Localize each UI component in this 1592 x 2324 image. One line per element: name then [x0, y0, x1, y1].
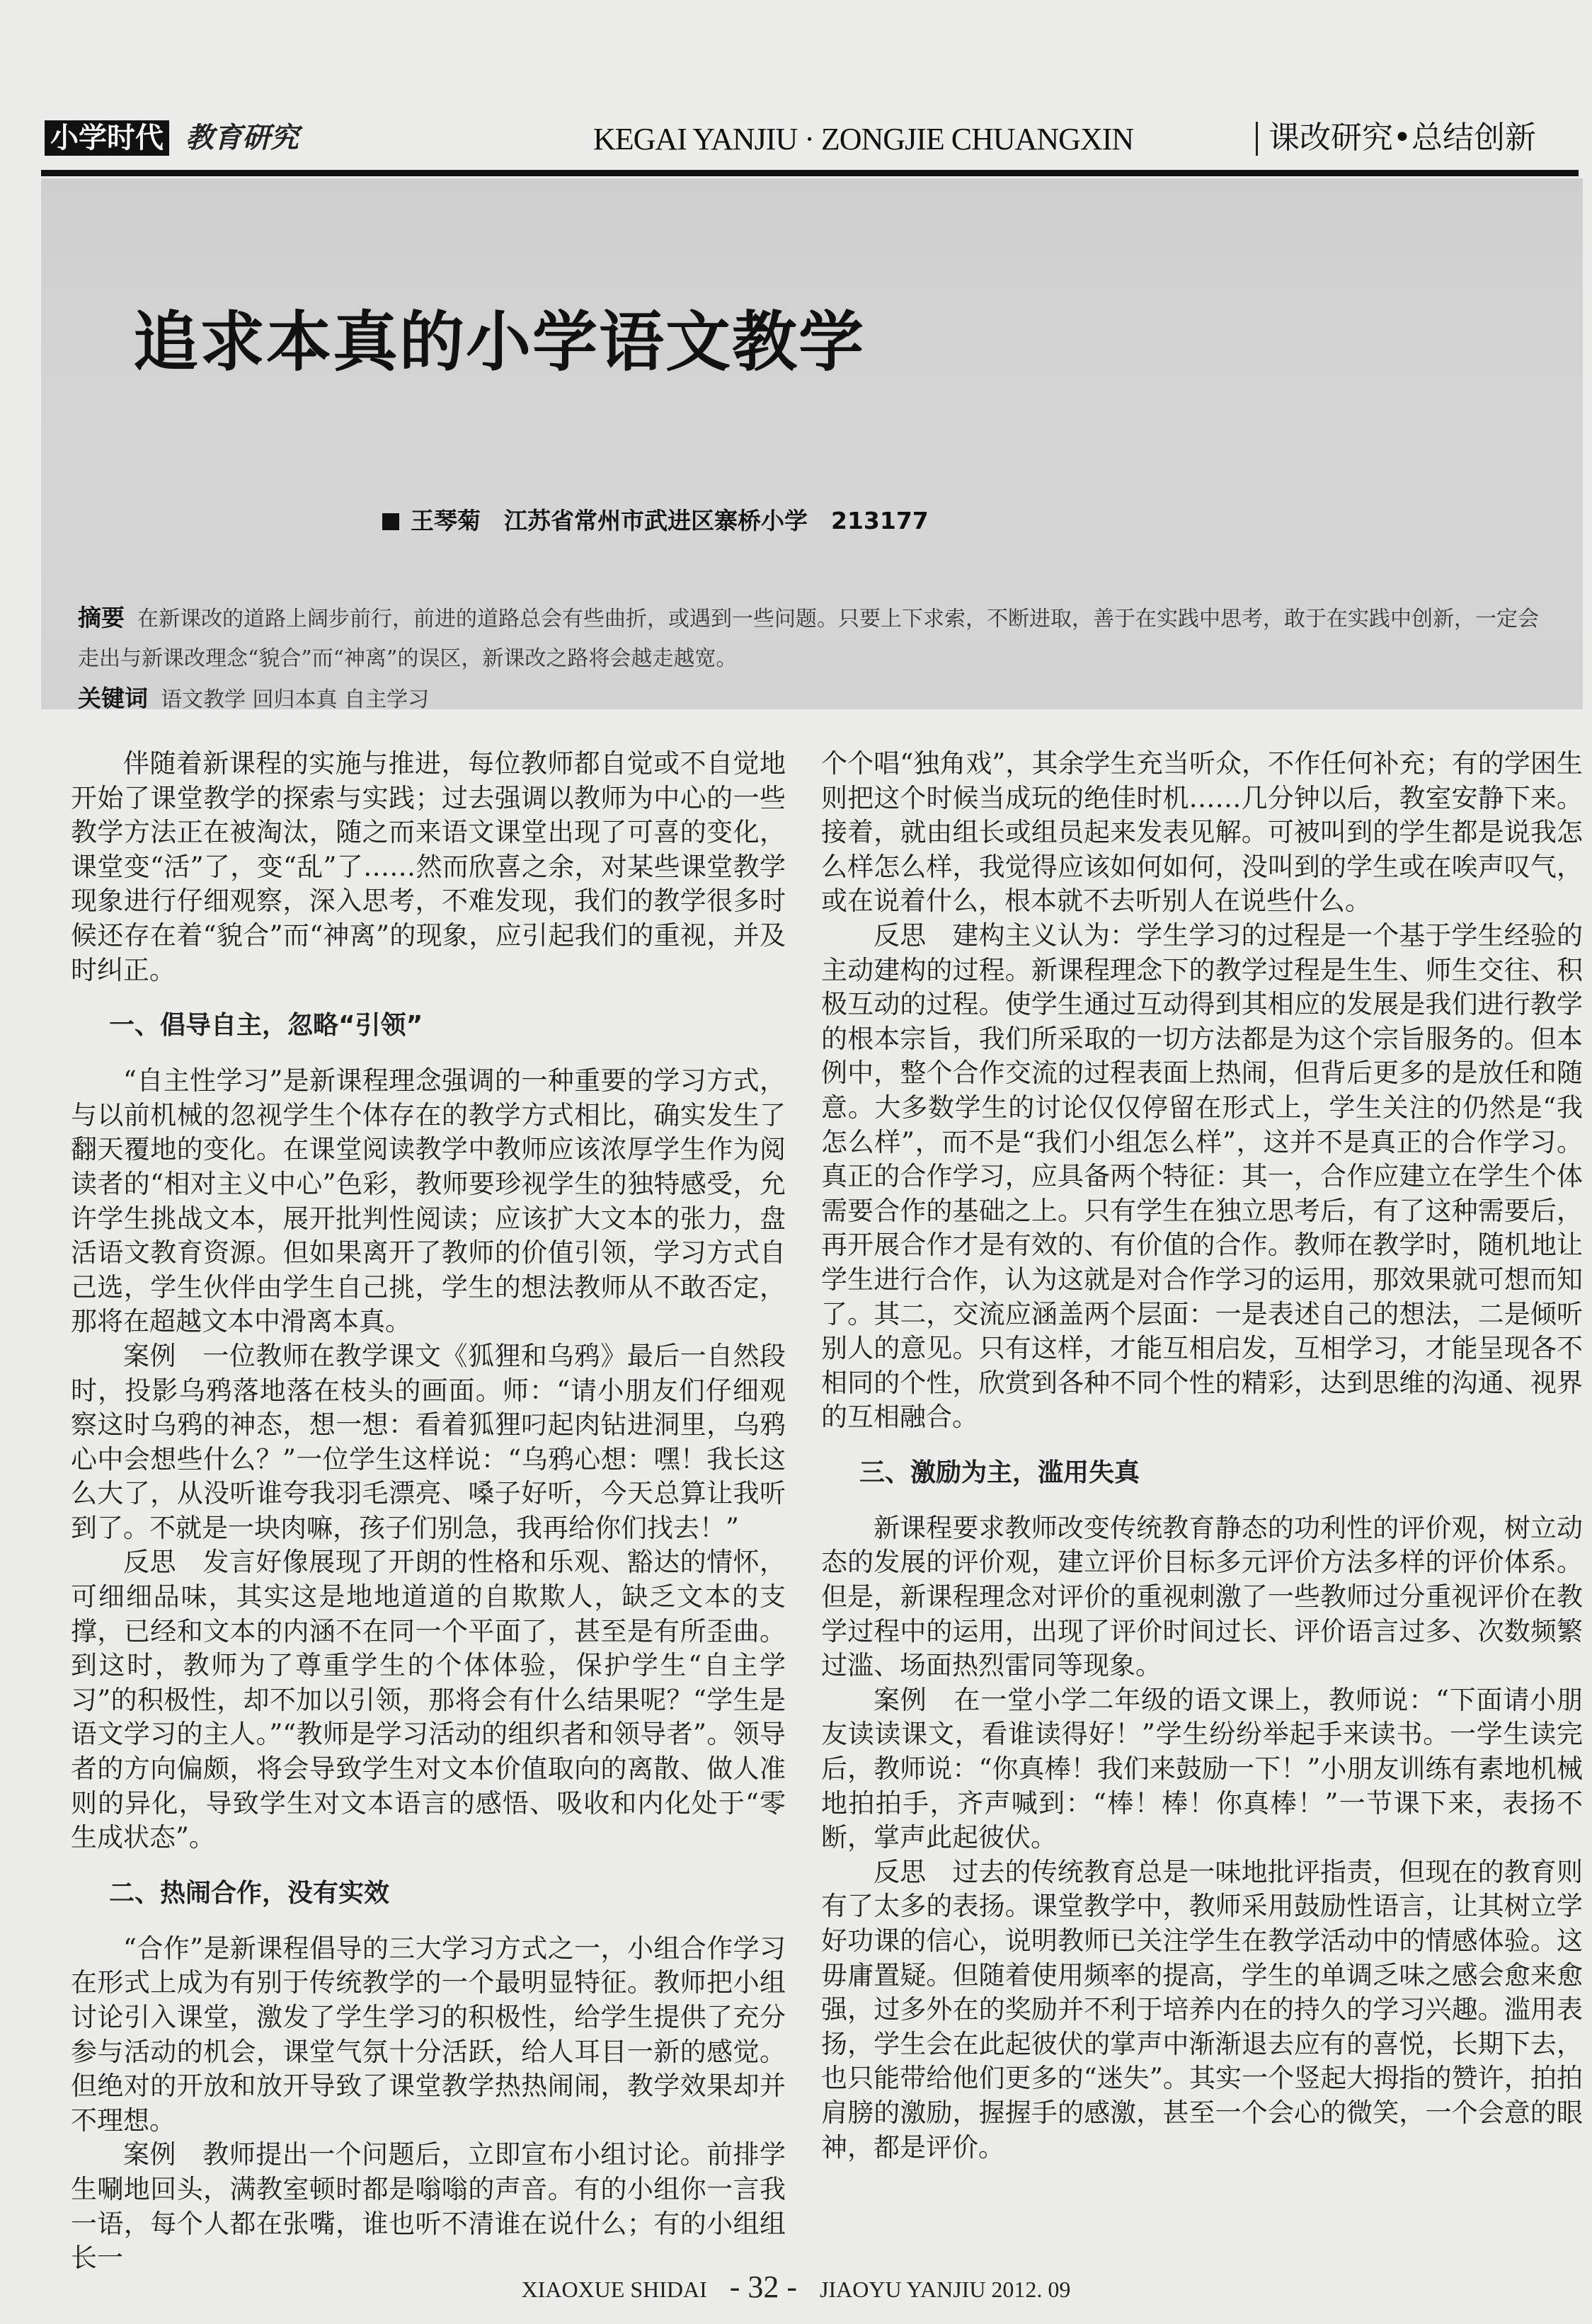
footer-issue: JIAOYU YANJIU 2012. 09 — [820, 2277, 1071, 2302]
paragraph: 案例 在一堂小学二年级的语文课上，教师说：“下面请小朋友读读课文，看谁读得好！”学生纷纷举起手来读书。一学生读完后，教师说：“你真棒！我们来鼓励一下！”小朋友训练有素地机械地拍拍手，齐声喊到：“棒！棒！你真棒！”一节课下来，表扬不断，掌声此起彼伏。 — [821, 1684, 1583, 1853]
paragraph: 个个唱“独角戏”，其余学生充当听众，不作任何补充；有的学困生则把这个时候当成玩的绝佳时机……几分钟以后，教室安静下来。接着，就由组长或组员起来发表见解。可被叫到的学生都是说我怎么样怎么样，我觉得应该如何如何，没叫到的学生或在唉声叹气，或在说着什么，根本就不去听别人在说些什么。 — [821, 748, 1583, 917]
abstract — [78, 598, 1550, 679]
page-footer — [0, 2269, 1592, 2305]
abstract-label: 摘要 — [78, 604, 125, 631]
abstract-block — [78, 598, 1550, 720]
footer-magazine: XIAOXUE SHIDAI — [521, 2277, 707, 2302]
paragraph: 新课程要求教师改变传统教育静态的功利性的评价观，树立动态的发展的评价观，建立评价目标多元评价方法多样的评价体系。但是，新课程理念对评价的重视刺激了一些教师过分重视评价在教学过程中的运用，出现了评价时间过长、评价语言过多、次数频繁过滥、场面热烈雷同等现象。 — [821, 1512, 1583, 1681]
keywords-label: 关键词 — [78, 685, 148, 712]
paragraph: “自主性学习”是新课程理念强调的一种重要的学习方式，与以前机械的忽视学生个体存在的教学方式相比，确实发生了翻天覆地的变化。在课堂阅读教学中教师应该浓厚学生作为阅读者的“相对主义中心”色彩，教师要珍视学生的独特感受，允许学生挑战文本，展开批判性阅读；应该扩大文本的张力，盘活语文教育资源。但如果离开了教师的价值引领，学习方式自己选，学生伙伴由学生自己挑，学生的想法教师从不敢否定，那将在超越文本中滑离本真。 — [71, 1065, 786, 1337]
body-column-right — [821, 747, 1583, 2248]
article-title: 追求本真的小学语文教学 — [133, 304, 866, 380]
keywords-text: 语文教学 回归本真 自主学习 — [161, 687, 430, 712]
paragraph: 伴随着新课程的实施与推进，每位教师都自觉或不自觉地开始了课堂教学的探索与实践；过去强调以教师为中心的一些教学方法正在被淘汰，随之而来语文课堂出现了可喜的变化，课堂变“活”了，变“乱”了……然而欣喜之余，对某些课堂教学现象进行仔细观察，深入思考，不难发现，我们的教学很多时候还存在着“貌合”而“神离”的现象，应引起我们的重视，并及时纠正。 — [71, 748, 786, 985]
paragraph: 案例 一位教师在教学课文《狐狸和乌鸦》最后一自然段时，投影乌鸦落地落在枝头的画面。师：“请小朋友们仔细观察这时乌鸦的神态，想一想：看着狐狸叼起肉钻进洞里，乌鸦心中会想些什么？”一位学生这样说：“乌鸦心想：嘿！我长这么大了，从没听谁夸我羽毛漂亮、嗓子好听，今天总算让我听到了。不就是一块肉嘛，孩子们别急，我再给你们找去！” — [71, 1340, 786, 1543]
abstract-text: 在新课改的道路上阔步前行，前进的道路总会有些曲折，或遇到一些问题。只要上下求索，不断进取，善于在实践中思考，敢于在实践中创新，一定会走出与新课改理念“貌合”而“神离”的误区，新课改之路将会越走越宽。 — [78, 607, 1539, 671]
paragraph: 反思 建构主义认为：学生学习的过程是一个基于学生经验的主动建构的过程。新课程理念下的教学过程是生生、师生交往、积极互动的过程。使学生通过互动得到其相应的发展是我们进行教学的根本宗旨，我们所采取的一切方法都是为这个宗旨服务的。但本例中，整个合作交流的过程表面上热闹，但背后更多的是放任和随意。大多数学生的讨论仅仅停留在形式上，学生关注的仍然是“我怎么样”，而不是“我们小组怎么样”，这并不是真正的合作学习。真正的合作学习，应具备两个特征：其一，合作应建立在学生个体需要合作的基础之上。只有学生在独立思考后，有了这种需要后，再开展合作才是有效的、有价值的合作。教师在教学时，随机地让学生进行合作，认为这就是对合作学习的运用，那效果就可想而知了。其二，交流应涵盖两个层面：一是表述自己的想法，二是倾听别人的意见。只有这样，才能互相启发，互相学习，才能呈现各不相同的个性，欣赏到各种不同个性的精彩，达到思维的沟通、视界的互相融合。 — [821, 920, 1583, 1433]
section-title-pinyin: KEGAI YANJIU · ZONGJIE CHUANGXIN — [593, 122, 1134, 156]
paragraph: 案例 教师提出一个问题后，立即宣布小组讨论。前排学生唰地回头，满教室顿时都是嗡嗡的声音。有的小组你一言我一语，每个人都在张嘴，谁也听不清谁在说什么；有的小组组长一 — [71, 2139, 786, 2274]
magazine-subtitle: 教育研究 — [185, 121, 299, 154]
magazine-logo: 小学时代 — [45, 120, 169, 156]
section-heading: 一、倡导自主，忽略“引领” — [109, 1011, 423, 1041]
section-title-chinese: 课改研究•总结创新 — [1269, 120, 1536, 156]
paragraph: 反思 发言好像展现了开朗的性格和乐观、豁达的情怀，可细细品味，其实这是地地道道的自欺欺人，缺乏文本的支撑，已经和文本的内涵不在同一个平面了，甚至是有所歪曲。到这时，教师为了尊重学生的个体体验，保护学生“自主学习”的积极性，却不加以引领，那将会有什么结果呢？“学生是语文学习的主人。”“教师是学习活动的组织者和领导者”。领导者的方向偏颇，将会导致学生对文本价值取向的离散、做人准则的异化，导致学生对文本语言的感悟、吸收和内化处于“零生成状态”。 — [71, 1547, 786, 1853]
paragraph: “合作”是新课程倡导的三大学习方式之一，小组合作学习在形式上成为有别于传统教学的一个最明显特征。教师把小组讨论引入课堂，激发了学生学习的积极性，给学生提供了充分参与活动的机会，课堂气氛十分活跃，给人耳目一新的感觉。但绝对的开放和放开导致了课堂教学热热闹闹，教学效果却并不理想。 — [71, 1933, 786, 2136]
section-heading: 三、激励为主，滥用失真 — [859, 1458, 1140, 1487]
author-line — [382, 503, 929, 536]
keywords — [78, 679, 1550, 720]
square-bullet-icon — [382, 513, 399, 530]
header-rule — [41, 170, 1579, 176]
section-divider — [1256, 122, 1258, 156]
section-heading: 二、热闹合作，没有实效 — [109, 1878, 390, 1908]
paragraph: 反思 过去的传统教育总是一味地批评指责，但现在的教育则有了太多的表扬。课堂教学中，教师采用鼓励性语言，让其树立学好功课的信心，说明教师已关注学生在教学活动中的情感体验。这毋庸置疑。但随着使用频率的提高，学生的单调乏味之感会愈来愈强，过多外在的奖励并不利于培养内在的持久的学习兴趣。滥用表扬，学生会在此起彼伏的掌声中渐渐退去应有的喜悦，长期下去，也只能带给他们更多的“迷失”。其实一个竖起大拇指的赞许，拍拍肩膀的激励，握握手的感激，甚至一个会心的微笑，一个会意的眼神，都是评价。 — [821, 1856, 1583, 2163]
body-column-left — [71, 747, 786, 2274]
page-number: - 32 - — [729, 2269, 798, 2304]
author-info: 王琴菊 江苏省常州市武进区寨桥小学 213177 — [411, 507, 929, 534]
